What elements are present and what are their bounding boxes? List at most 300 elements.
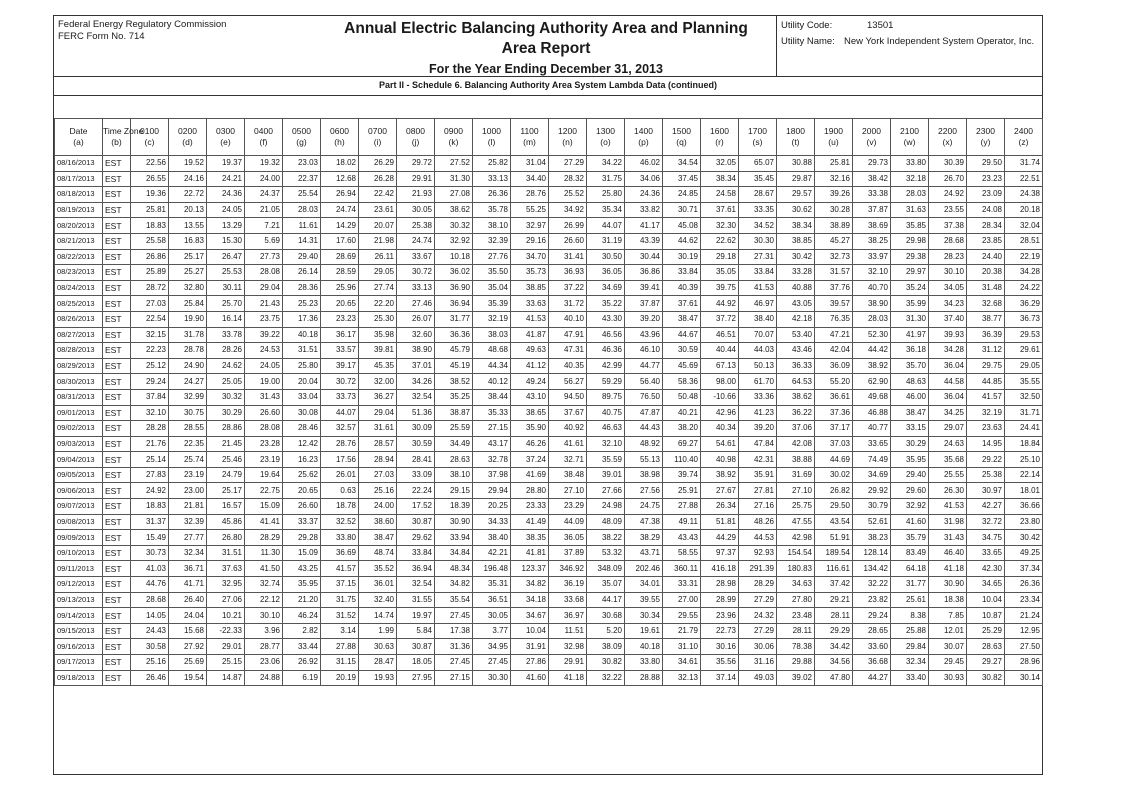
lambda-cell: 33.84 — [397, 545, 435, 561]
lambda-cell: 30.19 — [663, 249, 701, 265]
lambda-cell: 34.95 — [473, 639, 511, 655]
lambda-cell: 33.73 — [321, 389, 359, 405]
lambda-cell: 33.94 — [435, 530, 473, 546]
column-header — [663, 119, 701, 156]
lambda-cell: 20.65 — [283, 483, 321, 499]
lambda-cell: 30.93 — [929, 670, 967, 686]
spacer-row — [54, 95, 1042, 119]
lambda-cell: 18.83 — [131, 218, 169, 234]
lambda-cell: 28.69 — [321, 249, 359, 265]
lambda-cell: 20.38 — [967, 265, 1005, 281]
lambda-cell: 37.67 — [549, 405, 587, 421]
date-cell: 08/17/2013 — [55, 171, 103, 187]
lambda-cell: 50.48 — [663, 389, 701, 405]
column-header — [891, 119, 929, 156]
lambda-cell: 17.60 — [321, 233, 359, 249]
lambda-cell: 29.40 — [283, 249, 321, 265]
column-letter: (j) — [411, 137, 420, 147]
lambda-cell: 28.41 — [397, 452, 435, 468]
lambda-cell: 31.48 — [967, 280, 1005, 296]
lambda-cell: 64.18 — [891, 561, 929, 577]
column-letter: (t) — [791, 137, 800, 147]
lambda-cell: 34.28 — [1005, 265, 1043, 281]
lambda-cell: 49.11 — [663, 514, 701, 530]
lambda-cell: 59.29 — [587, 374, 625, 390]
lambda-cell: 32.04 — [1005, 218, 1043, 234]
lambda-cell: 25.96 — [321, 280, 359, 296]
table-row — [55, 389, 1043, 405]
lambda-cell: 44.77 — [625, 358, 663, 374]
lambda-cell: 38.48 — [549, 467, 587, 483]
column-heading: 0500 — [292, 126, 311, 136]
lambda-cell: 17.38 — [435, 623, 473, 639]
lambda-cell: 30.82 — [967, 670, 1005, 686]
column-header — [55, 119, 103, 156]
lambda-cell: 35.22 — [587, 296, 625, 312]
lambda-cell: 31.04 — [511, 156, 549, 172]
lambda-cell: 27.66 — [587, 483, 625, 499]
lambda-cell: 38.52 — [435, 374, 473, 390]
date-cell: 09/16/2013 — [55, 639, 103, 655]
lambda-cell: 34.56 — [815, 655, 853, 671]
lambda-cell: 52.30 — [853, 327, 891, 343]
lambda-cell: 10.04 — [511, 623, 549, 639]
date-cell: 09/03/2013 — [55, 436, 103, 452]
lambda-cell: 33.38 — [853, 187, 891, 203]
lambda-cell: 28.34 — [967, 218, 1005, 234]
column-letter: (q) — [676, 137, 687, 147]
lambda-cell: 35.55 — [1005, 374, 1043, 390]
lambda-cell: 29.61 — [1005, 343, 1043, 359]
lambda-cell: 25.15 — [207, 655, 245, 671]
lambda-cell: 37.14 — [701, 670, 739, 686]
lambda-cell: 26.60 — [549, 233, 587, 249]
lambda-cell: 25.91 — [663, 483, 701, 499]
lambda-cell: 35.05 — [701, 265, 739, 281]
date-cell: 09/05/2013 — [55, 467, 103, 483]
lambda-cell: 24.62 — [207, 358, 245, 374]
lambda-cell: 24.21 — [207, 171, 245, 187]
lambda-cell: 38.89 — [815, 218, 853, 234]
lambda-cell: 32.57 — [321, 421, 359, 437]
lambda-cell: 22.42 — [359, 187, 397, 203]
lambda-cell: 33.15 — [891, 421, 929, 437]
lambda-cell: 31.16 — [739, 655, 777, 671]
lambda-cell: 30.14 — [1005, 670, 1043, 686]
lambda-cell: 30.72 — [397, 265, 435, 281]
lambda-cell: 32.52 — [321, 514, 359, 530]
lambda-cell: 291.39 — [739, 561, 777, 577]
lambda-cell: 70.07 — [739, 327, 777, 343]
lambda-cell: 14.87 — [207, 670, 245, 686]
lambda-cell: 3.77 — [473, 623, 511, 639]
lambda-cell: 30.08 — [283, 405, 321, 421]
lambda-cell: 27.73 — [245, 249, 283, 265]
lambda-cell: 42.30 — [967, 561, 1005, 577]
date-cell: 08/30/2013 — [55, 374, 103, 390]
column-letter: (w) — [903, 137, 916, 147]
utility-name-value: New York Independent System Operator, Inc. — [844, 36, 1035, 47]
lambda-cell: 38.10 — [435, 467, 473, 483]
year-line: For the Year Ending December 31, 2013 — [429, 62, 663, 76]
lambda-cell: 30.44 — [625, 249, 663, 265]
lambda-cell: 21.76 — [131, 436, 169, 452]
lambda-cell: 27.76 — [473, 249, 511, 265]
lambda-cell: 15.49 — [131, 530, 169, 546]
lambda-cell: 36.01 — [359, 577, 397, 593]
column-header — [103, 119, 144, 156]
time-zone-cell: EST — [103, 249, 131, 265]
lambda-cell: 31.75 — [321, 592, 359, 608]
lambda-cell: 28.63 — [967, 639, 1005, 655]
date-cell: 08/20/2013 — [55, 218, 103, 234]
column-header — [549, 119, 587, 156]
column-letter: (x) — [942, 137, 953, 147]
lambda-cell: 31.55 — [397, 592, 435, 608]
lambda-cell: 97.37 — [701, 545, 739, 561]
lambda-cell: 18.83 — [131, 499, 169, 515]
lambda-cell: 38.62 — [435, 202, 473, 218]
lambda-cell: 40.77 — [853, 421, 891, 437]
lambda-cell: 26.36 — [1005, 577, 1043, 593]
lambda-cell: 30.10 — [929, 265, 967, 281]
lambda-cell: 44.42 — [853, 343, 891, 359]
lambda-cell: 27.52 — [435, 156, 473, 172]
column-heading: 0400 — [254, 126, 273, 136]
table-row — [55, 405, 1043, 421]
lambda-cell: 22.54 — [131, 311, 169, 327]
lambda-cell: 24.05 — [245, 358, 283, 374]
date-cell: 08/31/2013 — [55, 389, 103, 405]
lambda-cell: 55.13 — [625, 452, 663, 468]
lambda-cell: 32.30 — [701, 218, 739, 234]
lambda-cell: 47.87 — [625, 405, 663, 421]
lambda-cell: 19.64 — [245, 467, 283, 483]
lambda-cell: 16.14 — [207, 311, 245, 327]
date-cell: 08/22/2013 — [55, 249, 103, 265]
lambda-cell: 31.30 — [435, 171, 473, 187]
lambda-cell: 24.75 — [625, 499, 663, 515]
lambda-cell: 61.70 — [739, 374, 777, 390]
lambda-cell: 29.50 — [815, 499, 853, 515]
lambda-cell: 42.27 — [967, 499, 1005, 515]
table-row — [55, 467, 1043, 483]
lambda-cell: 29.73 — [853, 156, 891, 172]
lambda-cell: 37.61 — [701, 202, 739, 218]
table-row — [55, 187, 1043, 203]
time-zone-cell: EST — [103, 218, 131, 234]
lambda-cell: 50.13 — [739, 358, 777, 374]
lambda-cell: 33.09 — [397, 467, 435, 483]
lambda-cell: 202.46 — [625, 561, 663, 577]
lambda-cell: -22.33 — [207, 623, 245, 639]
lambda-cell: 56.40 — [625, 374, 663, 390]
lambda-cell: 24.36 — [625, 187, 663, 203]
lambda-cell: 31.36 — [435, 639, 473, 655]
lambda-cell: 30.29 — [207, 405, 245, 421]
lambda-cell: 35.95 — [283, 577, 321, 593]
agency-block — [58, 19, 226, 43]
lambda-cell: 10.87 — [967, 608, 1005, 624]
lambda-cell: 48.63 — [891, 374, 929, 390]
lambda-cell: 32.22 — [587, 670, 625, 686]
column-header — [283, 119, 321, 156]
lambda-cell: 38.77 — [967, 311, 1005, 327]
lambda-cell: 30.32 — [435, 218, 473, 234]
time-zone-cell: EST — [103, 171, 131, 187]
lambda-cell: 43.43 — [663, 530, 701, 546]
lambda-cell: 32.74 — [245, 577, 283, 593]
lambda-cell: 27.50 — [1005, 639, 1043, 655]
lambda-cell: 26.60 — [245, 405, 283, 421]
lambda-cell: 28.55 — [169, 421, 207, 437]
lambda-cell: 26.92 — [283, 655, 321, 671]
lambda-cell: 34.40 — [511, 171, 549, 187]
date-cell: 08/23/2013 — [55, 265, 103, 281]
table-row — [55, 358, 1043, 374]
date-cell: 08/28/2013 — [55, 343, 103, 359]
lambda-cell: 25.69 — [169, 655, 207, 671]
lambda-cell: 37.63 — [207, 561, 245, 577]
lambda-cell: 44.58 — [929, 374, 967, 390]
lambda-cell: 32.73 — [815, 249, 853, 265]
lambda-cell: 27.80 — [777, 592, 815, 608]
lambda-cell: 28.68 — [929, 233, 967, 249]
lambda-cell: 37.89 — [549, 545, 587, 561]
lambda-cell: 30.29 — [891, 436, 929, 452]
time-zone-cell: EST — [103, 545, 131, 561]
lambda-cell: 31.69 — [777, 467, 815, 483]
time-zone-cell: EST — [103, 421, 131, 437]
lambda-cell: 35.04 — [473, 280, 511, 296]
lambda-cell: 41.53 — [929, 499, 967, 515]
lambda-cell: 28.03 — [853, 311, 891, 327]
lambda-cell: 32.60 — [397, 327, 435, 343]
lambda-cell: 15.09 — [283, 545, 321, 561]
lambda-cell: 38.09 — [587, 639, 625, 655]
date-cell: 08/16/2013 — [55, 156, 103, 172]
lambda-cell: 416.18 — [701, 561, 739, 577]
lambda-cell: 18.78 — [321, 499, 359, 515]
lambda-cell: 17.56 — [321, 452, 359, 468]
lambda-cell: 30.82 — [587, 655, 625, 671]
lambda-cell: 34.18 — [511, 592, 549, 608]
lambda-cell: 47.80 — [815, 670, 853, 686]
lambda-cell: 40.10 — [549, 311, 587, 327]
lambda-cell: 5.84 — [397, 623, 435, 639]
lambda-cell: 30.42 — [1005, 530, 1043, 546]
lambda-cell: 32.22 — [853, 577, 891, 593]
lambda-cell: 43.96 — [625, 327, 663, 343]
lambda-cell: 31.57 — [815, 265, 853, 281]
column-header — [929, 119, 967, 156]
lambda-cell: 19.32 — [245, 156, 283, 172]
lambda-cell: 18.01 — [1005, 483, 1043, 499]
lambda-cell: 23.75 — [245, 311, 283, 327]
lambda-cell: 44.69 — [815, 452, 853, 468]
lambda-cell: 13.29 — [207, 218, 245, 234]
date-cell: 09/09/2013 — [55, 530, 103, 546]
lambda-cell: 38.23 — [853, 530, 891, 546]
lambda-cell: 38.34 — [777, 218, 815, 234]
lambda-cell: 34.92 — [549, 202, 587, 218]
lambda-cell: 10.04 — [967, 592, 1005, 608]
lambda-cell: 42.98 — [777, 530, 815, 546]
lambda-cell: 30.06 — [739, 639, 777, 655]
column-heading: 1600 — [710, 126, 729, 136]
lambda-cell: 24.16 — [169, 171, 207, 187]
lambda-cell: 15.09 — [245, 499, 283, 515]
time-zone-cell: EST — [103, 436, 131, 452]
lambda-cell: 28.63 — [435, 452, 473, 468]
date-cell: 09/10/2013 — [55, 545, 103, 561]
lambda-cell: 30.07 — [929, 639, 967, 655]
lambda-cell: 36.39 — [967, 327, 1005, 343]
lambda-cell: 27.10 — [777, 483, 815, 499]
lambda-cell: 37.36 — [815, 405, 853, 421]
lambda-cell: 35.34 — [587, 202, 625, 218]
lambda-cell: 37.24 — [511, 452, 549, 468]
column-letter: (a) — [73, 137, 84, 147]
table-row — [55, 452, 1043, 468]
lambda-cell: 36.94 — [397, 561, 435, 577]
lambda-cell: 45.79 — [435, 343, 473, 359]
lambda-cell: 32.34 — [891, 655, 929, 671]
date-cell: 08/19/2013 — [55, 202, 103, 218]
column-heading: 1300 — [596, 126, 615, 136]
lambda-cell: 35.99 — [891, 296, 929, 312]
lambda-cell: 25.23 — [283, 296, 321, 312]
lambda-cell: 20.04 — [283, 374, 321, 390]
lambda-cell: 35.50 — [473, 265, 511, 281]
lambda-cell: 26.14 — [283, 265, 321, 281]
lambda-cell: 25.75 — [777, 499, 815, 515]
lambda-cell: 25.81 — [815, 156, 853, 172]
lambda-cell: 17.36 — [283, 311, 321, 327]
lambda-cell: 38.40 — [473, 530, 511, 546]
lambda-cell: 15.68 — [169, 623, 207, 639]
lambda-cell: 134.42 — [853, 561, 891, 577]
lambda-cell: 29.04 — [245, 280, 283, 296]
lambda-cell: 28.28 — [131, 421, 169, 437]
lambda-cell: 28.57 — [359, 436, 397, 452]
lambda-cell: 25.89 — [131, 265, 169, 281]
lambda-cell: 19.00 — [245, 374, 283, 390]
column-letter: (f) — [259, 137, 268, 147]
date-cell: 09/07/2013 — [55, 499, 103, 515]
lambda-cell: 40.39 — [663, 280, 701, 296]
time-zone-cell: EST — [103, 202, 131, 218]
lambda-cell: 37.98 — [473, 467, 511, 483]
lambda-cell: 37.42 — [815, 577, 853, 593]
lambda-cell: 29.05 — [359, 265, 397, 281]
lambda-cell: 38.62 — [777, 389, 815, 405]
lambda-cell: 54.61 — [701, 436, 739, 452]
lambda-cell: 29.60 — [891, 483, 929, 499]
lambda-cell: 16.57 — [207, 499, 245, 515]
lambda-cell: 33.97 — [853, 249, 891, 265]
lambda-cell: 36.02 — [435, 265, 473, 281]
lambda-cell: 29.87 — [777, 171, 815, 187]
time-zone-cell: EST — [103, 327, 131, 343]
lambda-cell: 22.37 — [283, 171, 321, 187]
lambda-cell: 28.47 — [359, 655, 397, 671]
lambda-cell: 89.75 — [587, 389, 625, 405]
lambda-cell: 28.08 — [245, 265, 283, 281]
lambda-cell: 44.85 — [967, 374, 1005, 390]
lambda-cell: 23.55 — [929, 202, 967, 218]
column-heading: 1500 — [672, 126, 691, 136]
lambda-cell: 40.18 — [625, 639, 663, 655]
lambda-cell: 41.53 — [511, 311, 549, 327]
lambda-cell: 34.70 — [511, 249, 549, 265]
time-zone-cell: EST — [103, 639, 131, 655]
lambda-cell: 39.20 — [739, 421, 777, 437]
column-letter: (d) — [182, 137, 193, 147]
table-row — [55, 218, 1043, 234]
column-header — [169, 119, 207, 156]
lambda-cell: 41.61 — [549, 436, 587, 452]
lambda-cell: 21.98 — [359, 233, 397, 249]
lambda-cell: 25.52 — [549, 187, 587, 203]
lambda-cell: 37.76 — [815, 280, 853, 296]
lambda-cell: 33.04 — [283, 389, 321, 405]
lambda-cell: 24.04 — [169, 608, 207, 624]
lambda-cell: 24.05 — [207, 202, 245, 218]
lambda-cell: 35.45 — [739, 171, 777, 187]
lambda-cell: 29.22 — [967, 452, 1005, 468]
lambda-cell: 76.35 — [815, 311, 853, 327]
column-header — [473, 119, 511, 156]
lambda-cell: 51.91 — [815, 530, 853, 546]
column-header — [701, 119, 739, 156]
lambda-cell: 0.63 — [321, 483, 359, 499]
date-cell: 09/08/2013 — [55, 514, 103, 530]
lambda-cell: 24.37 — [245, 187, 283, 203]
lambda-cell: 39.74 — [663, 467, 701, 483]
lambda-cell: 32.34 — [169, 545, 207, 561]
lambda-cell: 28.03 — [283, 202, 321, 218]
form-sheet — [53, 15, 1043, 775]
lambda-cell: 33.80 — [321, 530, 359, 546]
lambda-cell: 22.19 — [1005, 249, 1043, 265]
lambda-cell: 33.40 — [891, 670, 929, 686]
lambda-cell: 27.88 — [663, 499, 701, 515]
lambda-cell: 40.12 — [473, 374, 511, 390]
lambda-cell: 29.15 — [435, 483, 473, 499]
lambda-cell: 67.13 — [701, 358, 739, 374]
lambda-cell: 29.28 — [283, 530, 321, 546]
column-heading: 2100 — [900, 126, 919, 136]
lambda-cell: 28.32 — [549, 171, 587, 187]
lambda-cell: 22.72 — [169, 187, 207, 203]
lambda-cell: 15.30 — [207, 233, 245, 249]
lambda-cell: 19.36 — [131, 187, 169, 203]
table-row — [55, 421, 1043, 437]
column-heading: 0900 — [444, 126, 463, 136]
column-letter: (k) — [448, 137, 459, 147]
lambda-cell: 31.37 — [131, 514, 169, 530]
title-line-1: Annual Electric Balancing Authority Area and Planning — [344, 20, 748, 37]
lambda-cell: 32.05 — [701, 156, 739, 172]
lambda-cell: 14.74 — [359, 608, 397, 624]
table-row — [55, 233, 1043, 249]
lambda-cell: 24.74 — [397, 233, 435, 249]
lambda-cell: 18.38 — [929, 592, 967, 608]
time-zone-cell: EST — [103, 374, 131, 390]
lambda-cell: 30.34 — [625, 608, 663, 624]
lambda-cell: 26.70 — [929, 171, 967, 187]
